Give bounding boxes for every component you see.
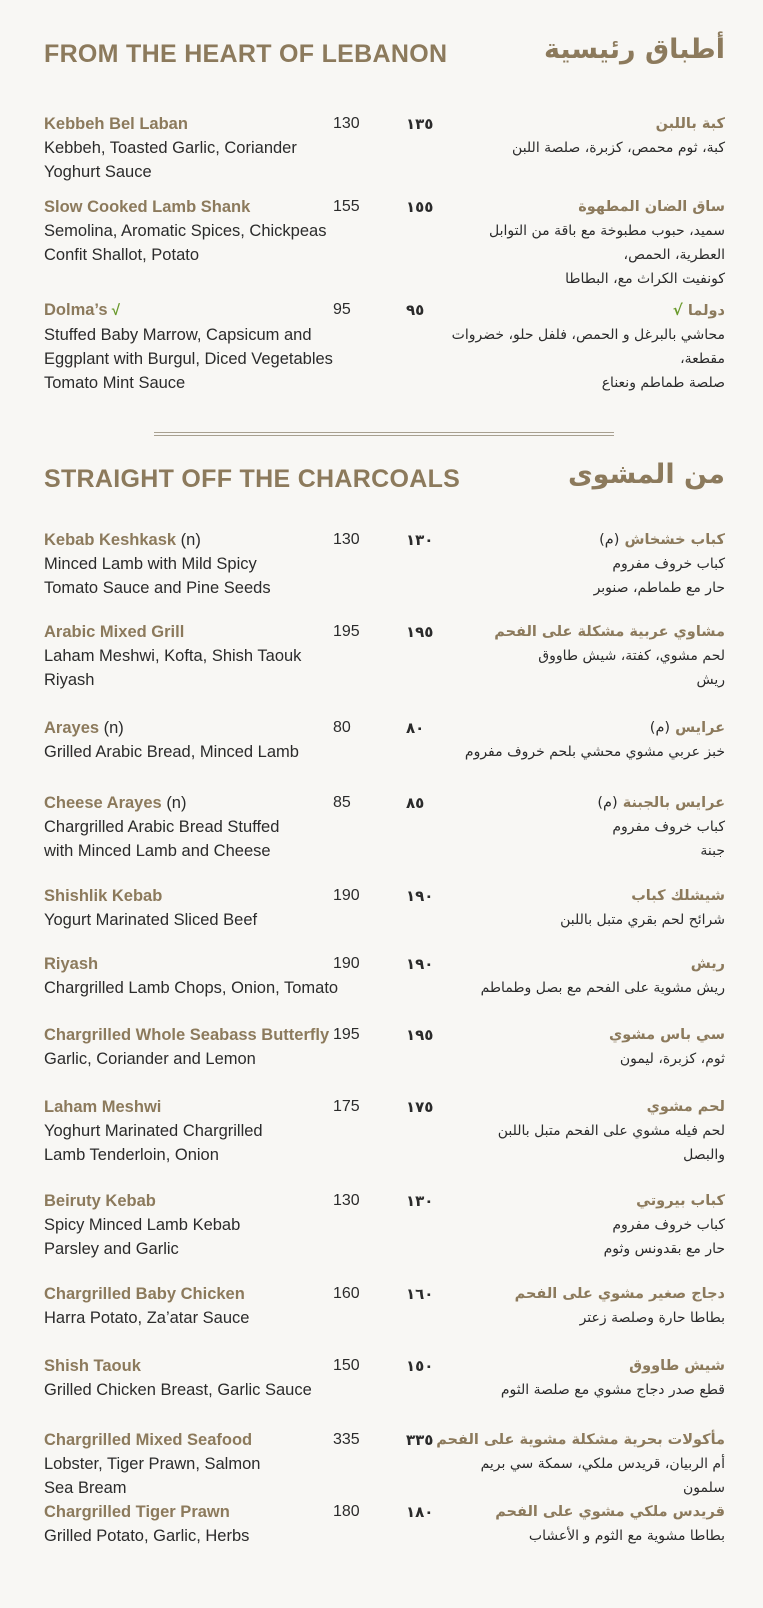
item-price-arabic: ١٥٠ bbox=[406, 1357, 434, 1375]
nuts-note: (n) bbox=[103, 719, 124, 737]
item-name-text: Cheese Arayes bbox=[44, 794, 162, 812]
item-description-arabic: شرائح لحم بقري متبل باللبن bbox=[560, 912, 725, 928]
item-english bbox=[44, 1095, 344, 1167]
item-price-arabic: ١٩٠ bbox=[406, 887, 434, 905]
item-name-text: Kebbeh Bel Laban bbox=[44, 115, 188, 133]
item-name-arabic-text: دولما bbox=[687, 303, 725, 319]
item-description-arabic: ريش مشوية على الفحم مع بصل وطماطم bbox=[480, 980, 725, 996]
item-name-arabic-text: كبة باللبن bbox=[655, 116, 725, 132]
item-name-arabic bbox=[405, 1354, 725, 1378]
item-name-arabic bbox=[405, 620, 725, 644]
item-arabic bbox=[405, 620, 725, 692]
item-description: Yoghurt Sauce bbox=[44, 163, 152, 181]
item-description: Grilled Arabic Bread, Minced Lamb bbox=[44, 743, 299, 761]
item-price: 190 bbox=[333, 955, 360, 972]
item-name bbox=[44, 620, 344, 644]
item-name-text: Arayes bbox=[44, 719, 100, 737]
item-name-text: Chargrilled Mixed Seafood bbox=[44, 1431, 253, 1449]
item-name-text: Riyash bbox=[44, 955, 99, 973]
item-price: 130 bbox=[333, 115, 360, 132]
item-english bbox=[44, 791, 344, 863]
item-description-arabic: جبنة bbox=[700, 843, 725, 859]
item-name-text: Chargrilled Tiger Prawn bbox=[44, 1503, 230, 1521]
item-name-arabic bbox=[405, 298, 725, 323]
item-description: Yoghurt Marinated Chargrilled bbox=[44, 1122, 263, 1140]
item-description-arabic: محاشي بالبرغل و الحمص، فلفل حلو، خضروات bbox=[451, 327, 725, 343]
item-description: Riyash bbox=[44, 671, 95, 689]
item-price: 175 bbox=[333, 1098, 360, 1115]
item-name-arabic-text: دجاج صغير مشوي على الفحم bbox=[514, 1286, 725, 1302]
item-name-arabic bbox=[405, 791, 725, 815]
item-name bbox=[44, 1095, 344, 1119]
item-description: Yogurt Marinated Sliced Beef bbox=[44, 911, 258, 929]
item-english bbox=[44, 195, 344, 267]
item-description-arabic: بطاطا مشوية مع الثوم و الأعشاب bbox=[528, 1528, 725, 1544]
item-name bbox=[44, 1023, 344, 1047]
item-description: Tomato Mint Sauce bbox=[44, 374, 186, 392]
item-price-arabic: ١٩٥ bbox=[406, 623, 434, 641]
item-name-arabic-text: ساق الضان المطهوة bbox=[578, 199, 725, 215]
item-name-text: Arabic Mixed Grill bbox=[44, 623, 185, 641]
item-description: Laham Meshwi, Kofta, Shish Taouk bbox=[44, 647, 302, 665]
item-name-arabic bbox=[405, 1189, 725, 1213]
item-price-arabic: ١٣٠ bbox=[406, 1192, 434, 1210]
item-name-arabic bbox=[405, 112, 725, 136]
item-price: 180 bbox=[333, 1503, 360, 1520]
item-arabic bbox=[405, 884, 725, 932]
item-price: 190 bbox=[333, 887, 360, 904]
item-english bbox=[44, 1354, 344, 1402]
item-price-arabic: ١٦٠ bbox=[406, 1285, 434, 1303]
nuts-note-arabic: (م) bbox=[649, 720, 671, 736]
item-name bbox=[44, 952, 344, 976]
item-name-arabic-text: سي باس مشوي bbox=[608, 1027, 725, 1043]
item-description-arabic: قطع صدر دجاج مشوي مع صلصة الثوم bbox=[500, 1382, 725, 1398]
item-description: Confit Shallot, Potato bbox=[44, 246, 200, 264]
item-description-arabic: كبة، ثوم محمص، كزبرة، صلصة اللبن bbox=[512, 140, 725, 156]
item-name bbox=[44, 1189, 344, 1213]
item-description-arabic: كونفيت الكراث مع، البطاطا bbox=[565, 271, 725, 287]
item-description: Lobster, Tiger Prawn, Salmon bbox=[44, 1455, 261, 1473]
item-name bbox=[44, 884, 344, 908]
item-price: 335 bbox=[333, 1431, 360, 1448]
item-name bbox=[44, 791, 344, 815]
item-arabic bbox=[405, 1354, 725, 1402]
item-description: Spicy Minced Lamb Kebab bbox=[44, 1216, 241, 1234]
item-arabic bbox=[405, 952, 725, 1000]
item-name-arabic-text: مأكولات بحرية مشكلة مشوية على الفحم bbox=[436, 1432, 725, 1448]
item-description: Stuffed Baby Marrow, Capsicum and bbox=[44, 326, 312, 344]
item-name bbox=[44, 716, 344, 740]
item-name-text: Chargrilled Whole Seabass Butterfly bbox=[44, 1026, 330, 1044]
item-arabic bbox=[405, 1189, 725, 1261]
item-price-arabic: ١٣٥ bbox=[406, 115, 434, 133]
item-description-arabic: أم الربيان، قريدس ملكي، سمكة سي بريم bbox=[480, 1456, 725, 1472]
item-arabic bbox=[405, 1282, 725, 1330]
item-english bbox=[44, 298, 344, 395]
item-price: 150 bbox=[333, 1357, 360, 1374]
item-description-arabic: والبصل bbox=[683, 1147, 725, 1163]
nuts-note-arabic: (م) bbox=[599, 532, 620, 548]
item-name-arabic-text: لحم مشوي bbox=[646, 1099, 725, 1115]
item-description: with Minced Lamb and Cheese bbox=[44, 842, 271, 860]
item-description-arabic: سميد، حبوب مطبوخة مع باقة من التوابل bbox=[489, 223, 725, 239]
item-price-arabic: ١٩٠ bbox=[406, 955, 434, 973]
item-name bbox=[44, 1428, 344, 1452]
item-price: 195 bbox=[333, 623, 360, 640]
item-description: Chargrilled Lamb Chops, Onion, Tomato bbox=[44, 979, 339, 997]
item-description: Minced Lamb with Mild Spicy bbox=[44, 555, 257, 573]
item-description-arabic: لحم مشوي، كفتة، شيش طاووق bbox=[538, 648, 725, 664]
item-price-arabic: ٣٣٥ bbox=[406, 1431, 434, 1449]
item-name-arabic bbox=[405, 1282, 725, 1306]
item-english bbox=[44, 112, 344, 184]
item-name-text: Laham Meshwi bbox=[44, 1098, 162, 1116]
item-arabic bbox=[405, 1023, 725, 1071]
item-name-text: Dolma’s bbox=[44, 301, 108, 319]
item-price: 95 bbox=[333, 301, 351, 318]
item-arabic bbox=[405, 1500, 725, 1548]
section-title-ar: من المشوى bbox=[567, 459, 725, 490]
item-name-arabic bbox=[405, 952, 725, 976]
item-name-arabic-text: قريدس ملكي مشوي على الفحم bbox=[495, 1504, 725, 1520]
item-english bbox=[44, 620, 344, 692]
vegetarian-icon: √ bbox=[107, 302, 120, 319]
item-name-arabic bbox=[405, 884, 725, 908]
item-name-arabic bbox=[405, 716, 725, 740]
item-price: 160 bbox=[333, 1285, 360, 1302]
item-english bbox=[44, 716, 344, 764]
item-description: Kebbeh, Toasted Garlic, Coriander bbox=[44, 139, 297, 157]
item-price: 80 bbox=[333, 719, 351, 736]
item-description: Garlic, Coriander and Lemon bbox=[44, 1050, 256, 1068]
item-name-arabic-text: ريش bbox=[690, 956, 725, 972]
item-name-arabic bbox=[405, 1023, 725, 1047]
item-price-arabic: ٨٠ bbox=[406, 719, 425, 737]
item-price: 155 bbox=[333, 198, 360, 215]
item-name bbox=[44, 195, 344, 219]
item-arabic bbox=[405, 528, 725, 600]
item-description-arabic: ثوم، كزبرة، ليمون bbox=[619, 1051, 725, 1067]
item-name bbox=[44, 298, 344, 323]
item-english bbox=[44, 528, 344, 600]
item-english bbox=[44, 1500, 344, 1548]
section-header-main-courses bbox=[44, 34, 725, 90]
item-description: Grilled Potato, Garlic, Herbs bbox=[44, 1527, 250, 1545]
nuts-note: (n) bbox=[166, 794, 187, 812]
item-name bbox=[44, 112, 344, 136]
item-name-text: Chargrilled Baby Chicken bbox=[44, 1285, 245, 1303]
item-price-arabic: ٩٥ bbox=[406, 301, 425, 319]
item-description: Semolina, Aromatic Spices, Chickpeas bbox=[44, 222, 327, 240]
item-english bbox=[44, 1189, 344, 1261]
item-arabic bbox=[405, 716, 725, 764]
item-english bbox=[44, 1428, 344, 1500]
item-name-arabic bbox=[405, 1500, 725, 1524]
nuts-note: (n) bbox=[180, 531, 201, 549]
item-name-text: Slow Cooked Lamb Shank bbox=[44, 198, 251, 216]
item-name-text: Shish Taouk bbox=[44, 1357, 141, 1375]
section-divider bbox=[154, 432, 614, 436]
item-name-arabic-text: مشاوي عربية مشكلة على الفحم bbox=[494, 624, 725, 640]
nuts-note-arabic: (م) bbox=[597, 795, 618, 811]
item-description-arabic: سلمون bbox=[683, 1480, 725, 1496]
item-name-arabic bbox=[405, 1428, 725, 1452]
item-price: 195 bbox=[333, 1026, 360, 1043]
item-name-arabic-text: شيش طاووق bbox=[629, 1358, 725, 1374]
item-description: Parsley and Garlic bbox=[44, 1240, 179, 1258]
item-arabic bbox=[405, 791, 725, 863]
item-description: Lamb Tenderloin, Onion bbox=[44, 1146, 219, 1164]
item-description: Chargrilled Arabic Bread Stuffed bbox=[44, 818, 280, 836]
item-description-arabic: صلصة طماطم ونعناع bbox=[601, 375, 725, 391]
item-arabic bbox=[405, 112, 725, 160]
item-english bbox=[44, 884, 344, 932]
item-description-arabic: مقطعة، bbox=[680, 351, 725, 367]
item-price: 130 bbox=[333, 1192, 360, 1209]
item-arabic bbox=[405, 1428, 725, 1500]
item-description-arabic: كباب خروف مفروم bbox=[612, 1217, 725, 1233]
item-name-arabic bbox=[405, 1095, 725, 1119]
item-arabic bbox=[405, 298, 725, 395]
item-name-text: Beiruty Kebab bbox=[44, 1192, 156, 1210]
section-title-en: STRAIGHT OFF THE CHARCOALS bbox=[44, 465, 461, 493]
item-description: Harra Potato, Za’atar Sauce bbox=[44, 1309, 250, 1327]
item-description-arabic: حار مع بقدونس وثوم bbox=[603, 1241, 725, 1257]
item-name-arabic-text: كباب خشخاش bbox=[624, 532, 725, 548]
item-name-text: Kebab Keshkask bbox=[44, 531, 177, 549]
item-english bbox=[44, 1282, 344, 1330]
item-description-arabic: العطرية، الحمص، bbox=[623, 247, 725, 263]
item-arabic bbox=[405, 195, 725, 291]
item-price: 85 bbox=[333, 794, 351, 811]
item-description: Grilled Chicken Breast, Garlic Sauce bbox=[44, 1381, 312, 1399]
item-description-arabic: لحم فيله مشوي على الفحم متبل باللبن bbox=[497, 1123, 725, 1139]
item-description-arabic: ريش bbox=[696, 672, 725, 688]
vegetarian-icon: √ bbox=[672, 301, 688, 319]
item-name-text: Shishlik Kebab bbox=[44, 887, 163, 905]
item-description-arabic: بطاطا حارة وصلصة زعتر bbox=[579, 1310, 725, 1326]
item-name bbox=[44, 528, 344, 552]
item-arabic bbox=[405, 1095, 725, 1167]
section-title-en: FROM THE HEART OF LEBANON bbox=[44, 40, 448, 68]
item-name-arabic-text: عرايس بالجبنة bbox=[622, 795, 725, 811]
item-price-arabic: ١٧٥ bbox=[406, 1098, 434, 1116]
item-description: Sea Bream bbox=[44, 1479, 127, 1497]
item-price-arabic: ١٥٥ bbox=[406, 198, 434, 216]
item-price-arabic: ١٣٠ bbox=[406, 531, 434, 549]
item-description: Eggplant with Burgul, Diced Vegetables bbox=[44, 350, 333, 368]
item-price-arabic: ٨٥ bbox=[406, 794, 425, 812]
item-name-arabic bbox=[405, 195, 725, 219]
item-name bbox=[44, 1282, 344, 1306]
item-description-arabic: خبز عربي مشوي محشي بلحم خروف مفروم bbox=[464, 744, 725, 760]
item-name-arabic-text: كباب بيروتي bbox=[636, 1193, 725, 1209]
item-english bbox=[44, 952, 344, 1000]
item-name bbox=[44, 1500, 344, 1524]
item-name-arabic bbox=[405, 528, 725, 552]
item-description-arabic: كباب خروف مفروم bbox=[612, 819, 725, 835]
section-header-charcoal bbox=[44, 459, 725, 515]
item-description-arabic: حار مع طماطم، صنوبر bbox=[593, 580, 725, 596]
item-price-arabic: ١٩٥ bbox=[406, 1026, 434, 1044]
section-title-ar: أطباق رئيسية bbox=[544, 34, 725, 65]
item-name bbox=[44, 1354, 344, 1378]
item-english bbox=[44, 1023, 344, 1071]
item-name-arabic-text: شيشلك كباب bbox=[631, 888, 725, 904]
item-description-arabic: كباب خروف مفروم bbox=[612, 556, 725, 572]
item-name-arabic-text: عرايس bbox=[675, 720, 725, 736]
item-description: Tomato Sauce and Pine Seeds bbox=[44, 579, 271, 597]
item-price-arabic: ١٨٠ bbox=[406, 1503, 434, 1521]
item-price: 130 bbox=[333, 531, 360, 548]
